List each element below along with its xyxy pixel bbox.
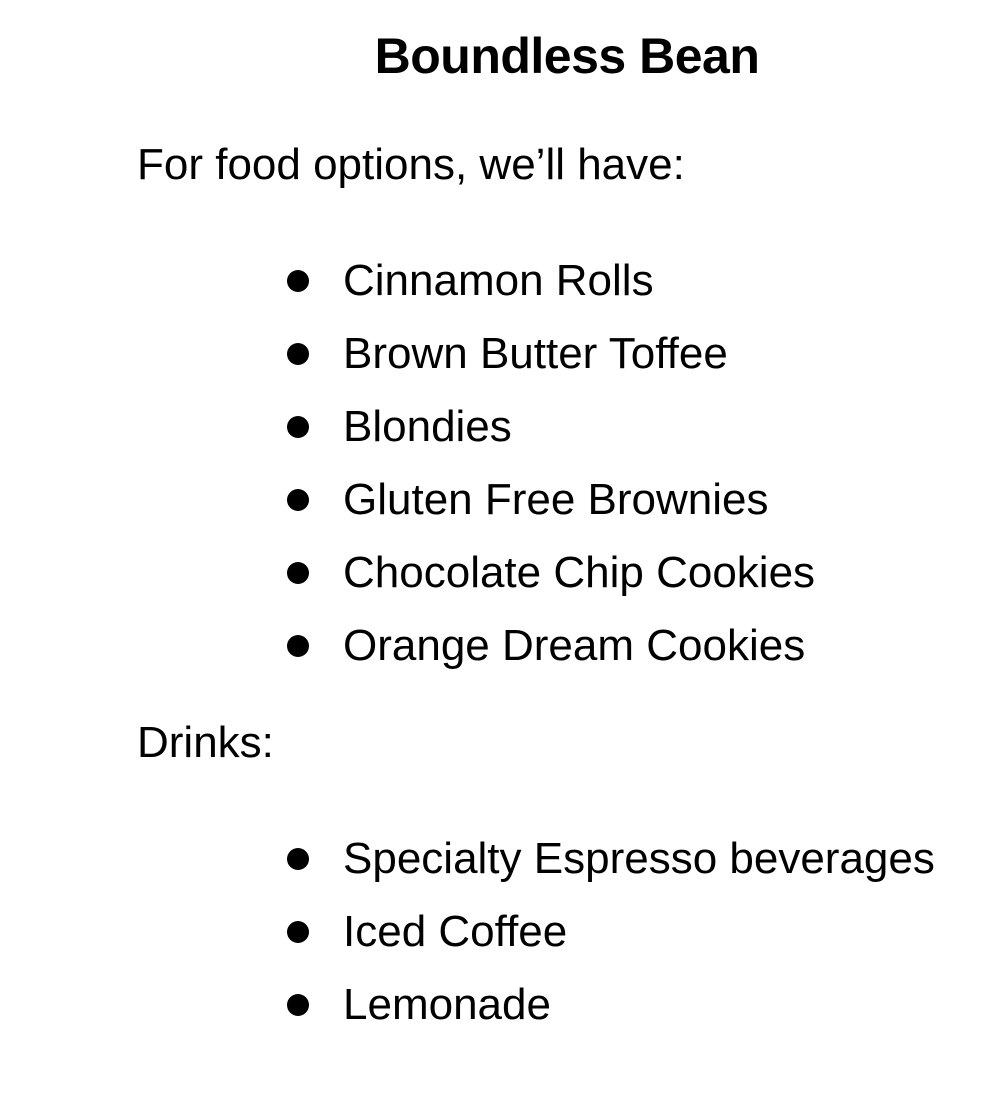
food-item-text: Chocolate Chip Cookies (343, 547, 816, 597)
list-item (0, 895, 1005, 968)
list-item (0, 463, 1005, 536)
food-item-text: Blondies (343, 401, 512, 451)
drink-item-text: Iced Coffee (343, 906, 568, 956)
list-item (0, 390, 1005, 463)
food-item-text: Brown Butter Toffee (343, 328, 728, 378)
bullet-icon (287, 848, 309, 870)
drinks-intro: Drinks: (137, 718, 274, 767)
bullet-icon (287, 489, 309, 511)
bullet-icon (287, 635, 309, 657)
list-item (0, 822, 1005, 895)
food-intro: For food options, we’ll have: (137, 140, 685, 189)
food-item-text: Gluten Free Brownies (343, 474, 769, 524)
bullet-icon (287, 562, 309, 584)
list-item (0, 609, 1005, 682)
bullet-icon (287, 416, 309, 438)
list-item (0, 968, 1005, 1041)
bullet-icon (287, 270, 309, 292)
document-title: Boundless Bean (374, 28, 760, 84)
list-item (0, 244, 1005, 317)
drink-item-text: Lemonade (343, 979, 551, 1029)
list-item (0, 536, 1005, 609)
bullet-icon (287, 994, 309, 1016)
drinks-list (0, 822, 1005, 1041)
bullet-icon (287, 921, 309, 943)
drink-item-text: Specialty Espresso beverages (343, 833, 935, 883)
food-list (0, 244, 1005, 682)
bullet-icon (287, 343, 309, 365)
food-item-text: Orange Dream Cookies (343, 620, 806, 670)
food-item-text: Cinnamon Rolls (343, 255, 654, 305)
list-item (0, 317, 1005, 390)
